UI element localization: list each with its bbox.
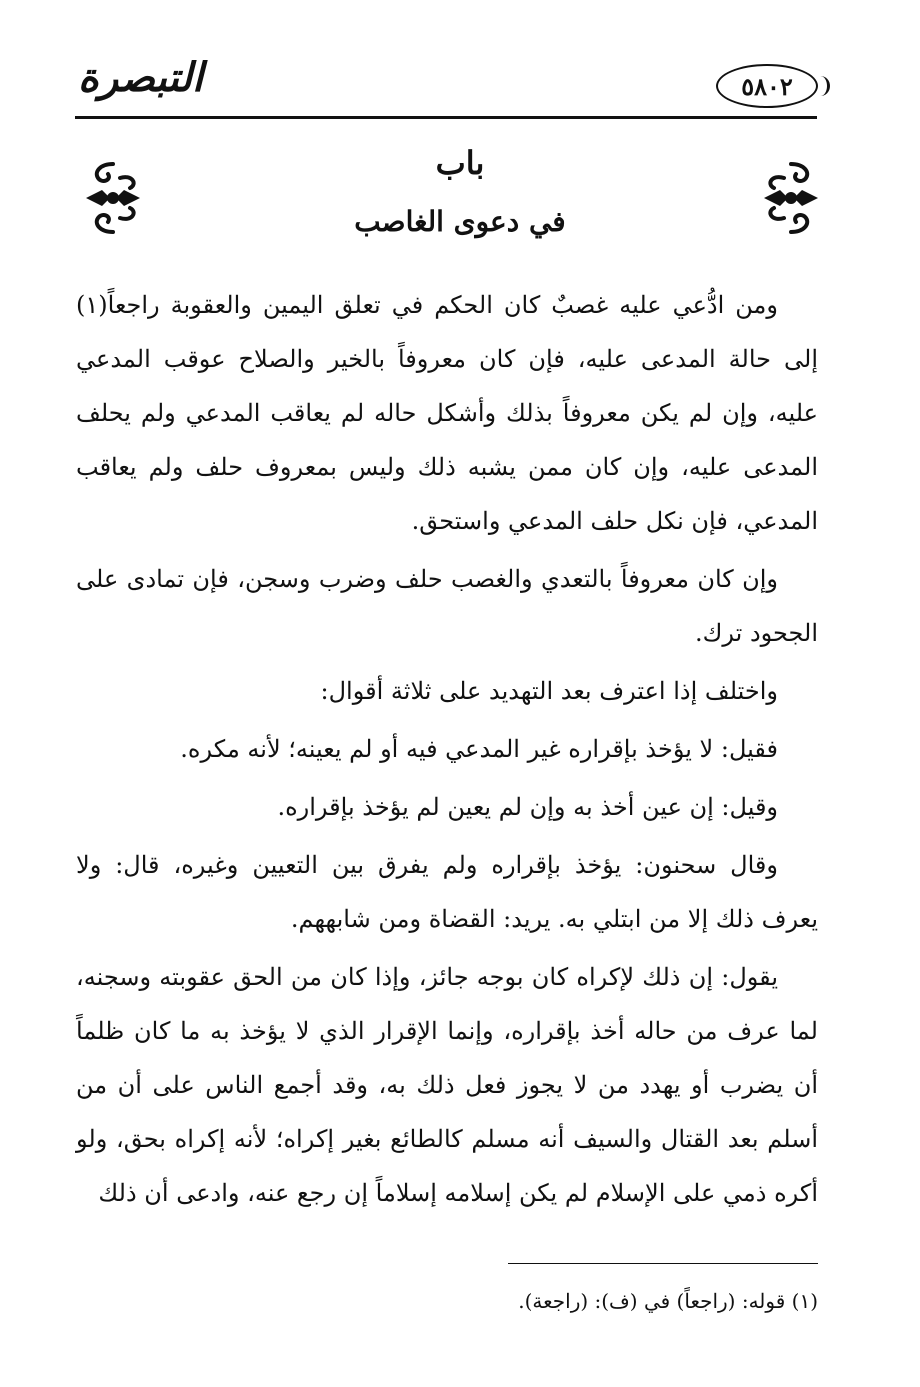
paragraph: وقيل: إن عين أخذ به وإن لم يعين لم يؤخذ بإقراره.: [277, 793, 778, 821]
footnote-rule: [508, 1263, 818, 1264]
body-text: [76, 278, 818, 1224]
book-title: التبصرة: [78, 54, 204, 101]
paragraph: واختلف إذا اعترف بعد التهديد على ثلاثة أقوال:: [320, 677, 778, 705]
page-number: ٥٨٠٢: [716, 64, 818, 108]
paragraph: فقيل: لا يؤخذ بإقراره غير المدعي فيه أو لم يعينه؛ لأنه مكره.: [180, 735, 778, 763]
chapter-title: في دعوى الغاصب: [354, 205, 566, 238]
paragraph: يقول: إن ذلك لإكراه كان بوجه جائز، وإذا كان من الحق عقوبته وسجنه، لما عرف من حاله أخذ بإقراره، وإنما الإقرار الذي لا يؤخذ به ما كان ظلماً أن يضرب أو يهدد من لا يجوز فعل ذلك به، وقد أجمع الناس على أن من أسلم بعد القتال والسيف أنه مسلم كالطائع بغير إكراه؛ لأنه إكراه بحق، ولو أكره ذمي على الإسلام لم يكن إسلامه إسلاماً إن رجع عنه، وادعى أن ذلك: [76, 963, 818, 1207]
footnote: (١) قوله: (راجعاً) في (ف): (راجعة).: [518, 1289, 818, 1313]
paragraph: ومن ادُّعي عليه غصبٌ كان الحكم في تعلق اليمين والعقوبة راجعاً(١) إلى حالة المدعى عليه، فإن كان معروفاً بالخير والصلاح عوقب المدعي عليه، وإن لم يكن معروفاً بذلك وأشكل حاله لم يعاقب المدعي ولم يحلف المدعى عليه، وإن كان ممن يشبه ذلك وليس بمعروف حلف ولم يعاقب المدعي، فإن نكل حلف المدعي واستحق.: [76, 291, 818, 535]
header-rule: [75, 116, 817, 119]
chapter-label: باب: [435, 144, 485, 182]
paragraph: وإن كان معروفاً بالتعدي والغصب حلف وضرب وسجن، فإن تمادى على الجحود ترك.: [76, 565, 818, 647]
paragraph: وقال سحنون: يؤخذ بإقراره ولم يفرق بين التعيين وغيره، قال: ولا يعرف ذلك إلا من ابتلي به. يريد: القضاة ومن شابههم.: [76, 851, 818, 933]
